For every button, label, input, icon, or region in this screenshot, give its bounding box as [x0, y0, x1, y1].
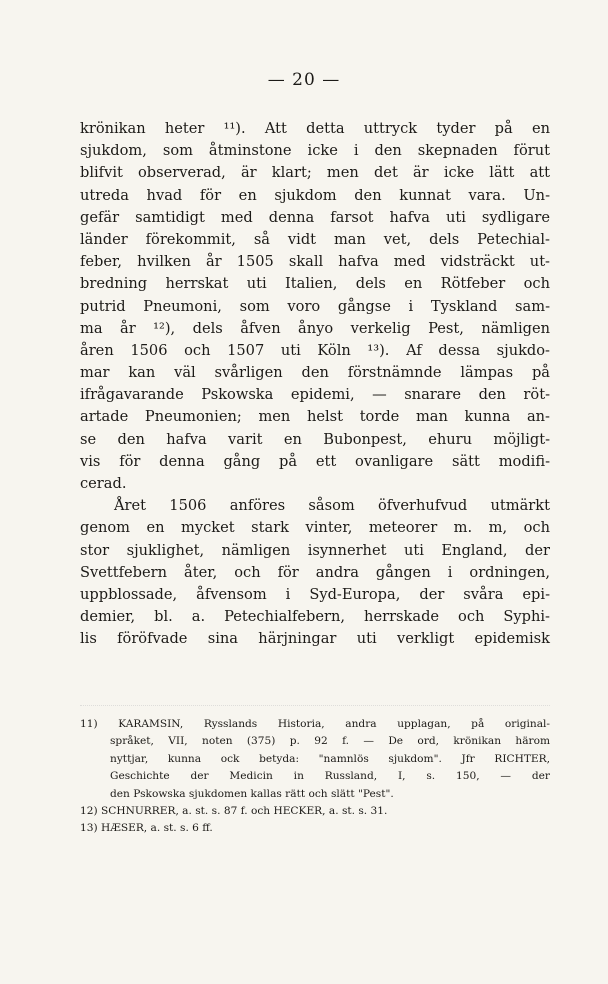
text-line: putrid Pneumoni, som voro gångse i Tyskland sam- [80, 297, 550, 315]
text-line: Året 1506 anföres såsom öfverhufvud utmärkt [114, 497, 550, 515]
text-line: genom en mycket stark vinter, meteorer m. m, och [80, 519, 550, 537]
footnote-line: nyttjar, kunna ock betyda: "namnlös sjukdom". Jfr RICHTER, [110, 752, 550, 765]
paragraph-1 [80, 118, 550, 495]
footnote-line: 12) SCHNURRER, a. st. s. 87 f. och HECKER, a. st. s. 31. [80, 804, 388, 817]
text-line: cerad. [80, 475, 127, 492]
footnotes [80, 716, 550, 838]
text-line: artade Pneumonien; men helst torde man kunna an- [80, 408, 550, 426]
footnote-12 [80, 803, 550, 820]
text-line: Svettfebern åter, och för andra gången i ordningen, [80, 563, 550, 581]
footnote-line: 13) HÆSER, a. st. s. 6 ff. [80, 822, 213, 835]
text-line: sjukdom, som åtminstone icke i den skepnaden förut [80, 142, 550, 160]
main-text [80, 118, 550, 651]
text-line: mar kan väl svårligen den förstnämnde lämpas på [80, 364, 550, 382]
footnote-line: 11) KARAMSIN, Rysslands Historia, andra upplagan, på original- [80, 718, 550, 730]
footnote-divider [80, 705, 550, 706]
page-number: — 20 — [267, 70, 341, 90]
footnote-13 [80, 820, 550, 837]
text-line: krönikan heter ¹¹). Att detta uttryck tyder på en [80, 120, 550, 137]
footnote-line: Geschichte der Medicin in Russland, I, s. 150, — der [110, 770, 550, 783]
text-line: vis för denna gång på ett ovanligare sätt modifi- [80, 452, 550, 470]
text-line: åren 1506 och 1507 uti Köln ¹³). Af dessa sjukdo- [80, 341, 550, 359]
footnote-11 [80, 716, 550, 803]
text-line: länder förekommit, så vidt man vet, dels Petechial- [80, 230, 550, 248]
text-line: uppblossade, åfvensom i Syd-Europa, der svåra epi- [80, 585, 550, 603]
text-line: blifvit observerad, är klart; men det är icke lätt att [80, 164, 550, 182]
footnote-line: språket, VII, noten (375) p. 92 f. — De ord, krönikan härom [110, 735, 550, 748]
text-line: lis föröfvade sina härjningar uti verkligt epidemisk [80, 630, 550, 648]
text-line: utreda hvad för en sjukdom den kunnat vara. Un- [80, 186, 550, 204]
text-line: ma år ¹²), dels åfven ånyo verkelig Pest, nämligen [80, 319, 550, 337]
paragraph-2 [80, 495, 550, 650]
text-line: gefär samtidigt med denna farsot hafva uti sydligare [80, 208, 550, 226]
text-line: se den hafva varit en Bubonpest, ehuru möjligt- [80, 430, 550, 448]
text-line: demier, bl. a. Petechialfebern, herrskade och Syphi- [80, 608, 550, 626]
text-line: ifrågavarande Pskowska epidemi, — snarare den röt- [80, 386, 550, 404]
footnote-line: den Pskowska sjukdomen kallas rätt och slätt "Pest". [110, 787, 394, 800]
text-line: bredning herrskat uti Italien, dels en Rötfeber och [80, 275, 550, 293]
text-line: stor sjuklighet, nämligen isynnerhet uti England, der [80, 541, 550, 559]
text-line: feber, hvilken år 1505 skall hafva med vidsträckt ut- [80, 253, 550, 271]
